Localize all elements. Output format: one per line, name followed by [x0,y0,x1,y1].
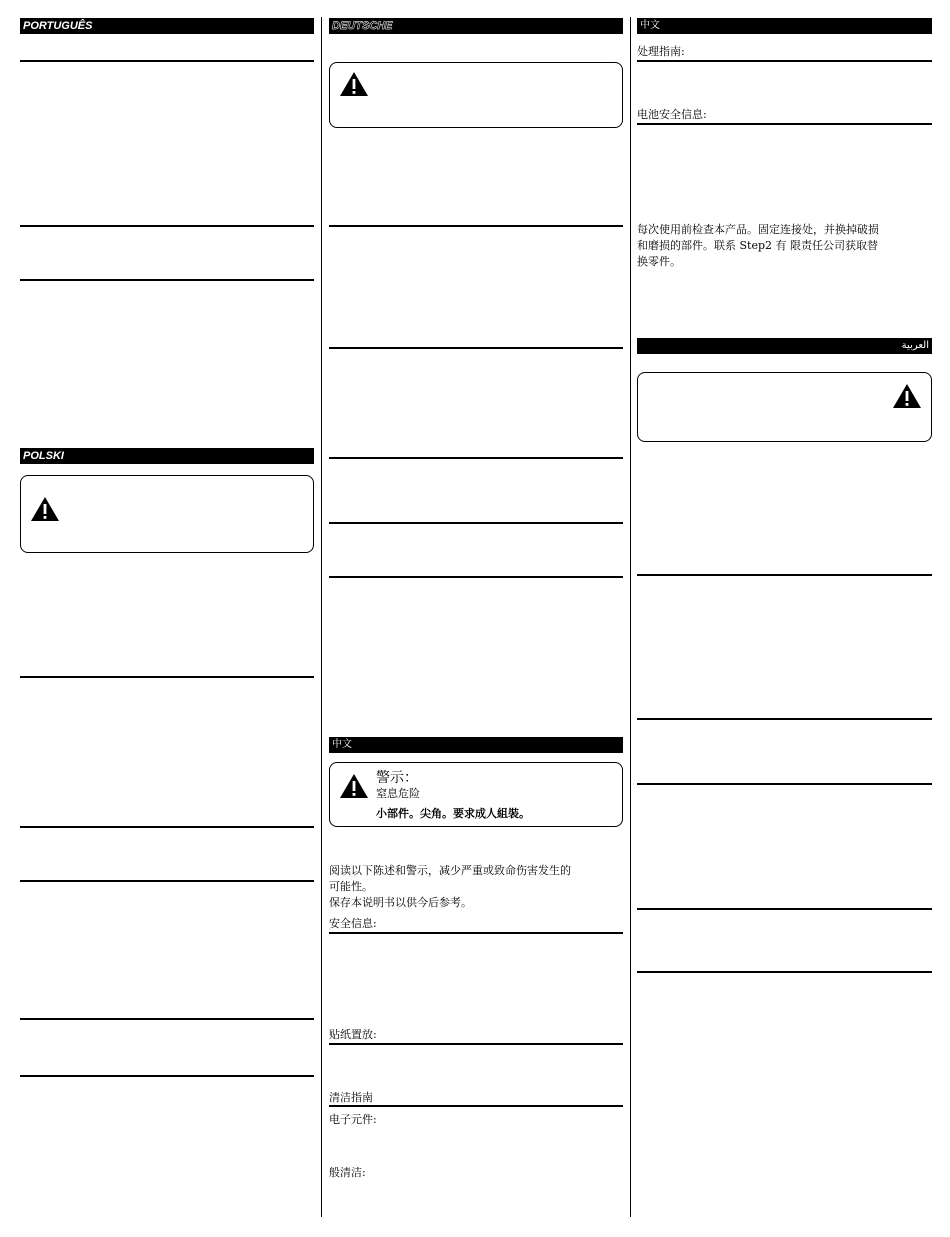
heading-cleaning: 清洁指南 [329,1091,373,1104]
warning-triangle-icon [339,773,369,799]
section-header-polish: POLSKI [20,448,314,464]
divider [20,60,314,62]
divider [20,225,314,227]
divider [329,1105,623,1107]
divider [637,908,932,910]
warning-triangle-icon [30,496,60,522]
inspection-line: 和磨损的部件。联系 Step2 有 限责任公司获取替 [637,239,878,252]
warning-title: 警示： [376,770,418,786]
section-header-chinese: 中文 [637,18,932,34]
heading-sticker-placement: 贴纸置放: [329,1028,377,1041]
heading-general-cleaning: 般清洁: [329,1166,366,1179]
divider [20,1075,314,1077]
warning-box-chinese [329,762,623,827]
heading-disposal: 处理指南: [637,45,685,58]
divider [329,225,623,227]
divider [329,457,623,459]
divider [329,932,623,934]
divider [329,1043,623,1045]
divider [329,347,623,349]
divider [637,718,932,720]
section-header-arabic: العربية [637,338,932,354]
section-header-chinese: 中文 [329,737,623,753]
heading-electronics: 电子元件: [329,1113,377,1126]
warning-box [637,372,932,442]
divider [329,576,623,578]
heading-safety-info: 安全信息: [329,917,377,930]
divider [20,676,314,678]
divider [637,574,932,576]
divider [20,279,314,281]
divider [637,971,932,973]
divider [637,123,932,125]
intro-line: 可能性。 [329,880,373,893]
warning-triangle-icon [892,383,922,409]
column-3 [637,0,932,1237]
inspection-text [637,222,932,270]
warning-statement: 小部件。尖角。要求成人組裝。 [376,807,530,820]
section-header-german: DEUTSCHE [329,18,623,34]
column-2 [329,0,623,1237]
intro-line: 保存本说明书以供今后参考。 [329,896,472,909]
column-separator [630,17,631,1217]
intro-text [329,863,623,911]
divider [637,783,932,785]
warning-subtitle: 窒息危险 [376,787,420,800]
section-header-portuguese: PORTUGUÊS [20,18,314,34]
heading-battery-safety: 电池安全信息: [637,108,707,121]
divider [637,60,932,62]
warning-box [329,62,623,128]
inspection-line: 换零件。 [637,255,681,268]
column-separator [321,17,322,1217]
column-1 [20,0,314,1237]
intro-line: 阅读以下陈述和警示，减少严重或致命伤害发生的 [329,864,571,877]
divider [20,826,314,828]
inspection-line: 每次使用前检查本产品。固定连接处，并换掉破损 [637,223,879,236]
warning-box [20,475,314,553]
divider [20,1018,314,1020]
divider [329,522,623,524]
divider [20,880,314,882]
warning-triangle-icon [339,71,369,97]
